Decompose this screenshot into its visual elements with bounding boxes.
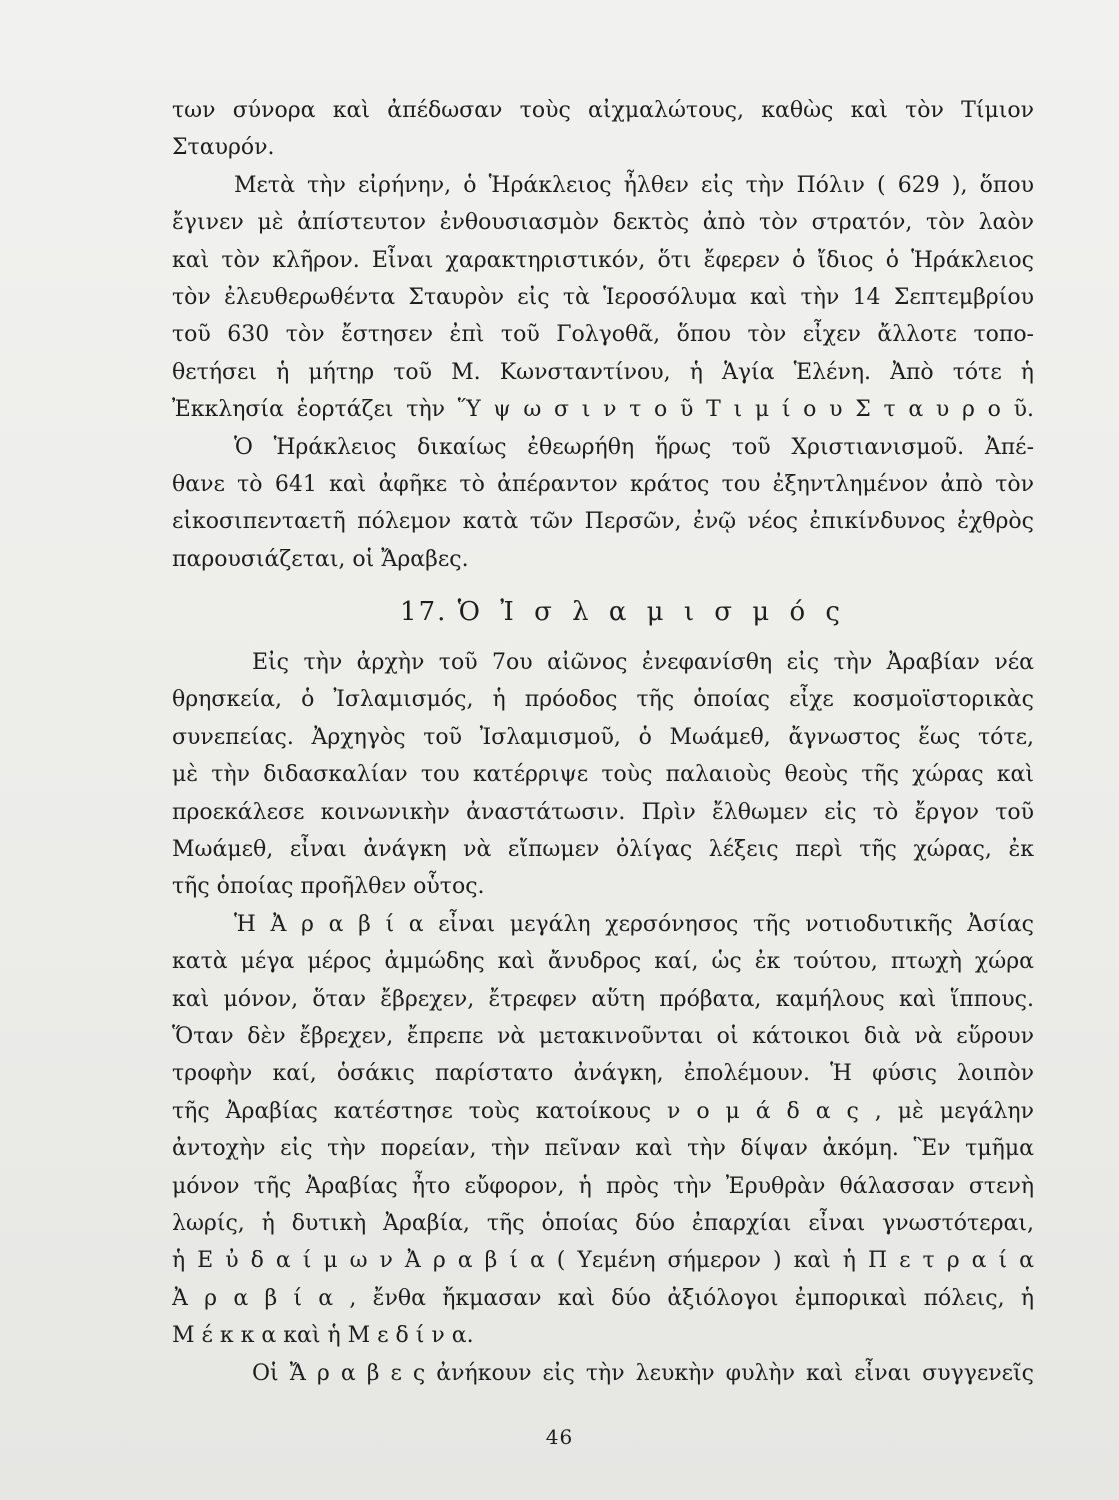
paragraph: [172, 1355, 1034, 1392]
text-line: Μ έ κ κ α καὶ ἡ Μ ε δ ί ν α.: [172, 1323, 474, 1349]
paragraph: [172, 92, 1034, 167]
text-line: εἰκοσιπενταετῆ πόλεμον κατὰ τῶν Περσῶν, ἐνῷ νέος ἐπικίνδυνος ἐχθρὸς: [172, 509, 1034, 535]
text-line: συνεπείας. Ἀρχηγὸς τοῦ Ἰσλαμισμοῦ, ὁ Μωάμεθ, ἄγνωστος ἕως τότε,: [172, 724, 1034, 750]
section-number: 17.: [400, 597, 448, 628]
section-title: Ὁ Ἰ σ λ α μ ι σ μ ό ς: [457, 597, 846, 628]
text-line: ἔγινεν μὲ ἀπίστευτον ἐνθουσιασμὸν δεκτὸς ἀπὸ τὸν στρατόν, τὸν λαὸν: [172, 210, 1034, 236]
text-line: ἀντοχὴν εἰς τὴν πορείαν, τὴν πεῖναν καὶ τὴν δίψαν ἀκόμη. Ἓν τμῆμα: [172, 1136, 1034, 1162]
text-line: Ἡ Ἀ ρ α β ί α εἶναι μεγάλη χερσόνησος τῆς νοτιοδυτικῆς Ἀσίας: [234, 911, 1034, 937]
text-line: Μετὰ τὴν εἰρήνην, ὁ Ἡράκλειος ἦλθεν εἰς τὴν Πόλιν ( 629 ), ὅπου: [234, 172, 1034, 198]
text-line: μόνον τῆς Ἀραβίας ἦτο εὔφορον, ἡ πρὸς τὴν Ἐρυθρὰν θάλασσαν στενὴ: [172, 1173, 1034, 1199]
text-line: Ἀ ρ α β ί α , ἔνθα ἤκμασαν καὶ δύο ἀξιόλογοι ἐμπορικαὶ πόλεις, ἡ: [172, 1285, 1034, 1311]
page-number: 46: [545, 1425, 574, 1449]
section-heading: [172, 590, 1034, 634]
text-line: προεκάλεσε κοινωνικὴν ἀναστάτωσιν. Πρὶν ἔλθωμεν εἰς τὸ ἔργον τοῦ: [172, 799, 1034, 825]
paragraph: [172, 906, 1034, 1355]
text-line: τροφὴν καί, ὁσάκις παρίστατο ἀνάγκη, ἐπολέμουν. Ἡ φύσις λοιπὸν: [172, 1061, 1034, 1087]
text-line: Ὁ Ἡράκλειος δικαίως ἐθεωρήθη ἥρως τοῦ Χριστιανισμοῦ. Ἀπέ-: [234, 434, 1034, 460]
text-line: Εἰς τὴν ἀρχὴν τοῦ 7ου αἰῶνος ἐνεφανίσθη εἰς τὴν Ἀραβίαν νέα: [252, 650, 1034, 676]
text-line: τοῦ 630 τὸν ἔστησεν ἐπὶ τοῦ Γολγοθᾶ, ὅπου τὸν εἶχεν ἄλλοτε τοπο-: [172, 322, 1034, 348]
text-line: τῆς Ἀραβίας κατέστησε τοὺς κατοίκους ν ο μ ά δ α ς , μὲ μεγάλην: [172, 1098, 1034, 1124]
text-line: θετήσει ἡ μήτηρ τοῦ Μ. Κωνσταντίνου, ἡ Ἁγία Ἑλένη. Ἀπὸ τότε ἡ: [172, 359, 1034, 385]
text-line: ἡ Ε ὐ δ α ί μ ω ν Ἀ ρ α β ί α ( Υεμένη σήμερον ) καὶ ἡ Π ε τ ρ α ί α: [172, 1248, 1034, 1274]
paragraph: [172, 644, 1034, 906]
text-line: καὶ τὸν κλῆρον. Εἶναι χαρακτηριστικόν, ὅτι ἔφερεν ὁ ἴδιος ὁ Ἡράκλειος: [172, 247, 1034, 273]
paragraph: [172, 167, 1034, 429]
text-line: παρουσιάζεται, οἱ Ἄραβες.: [172, 546, 469, 572]
text-line: Οἱ Ἄ ρ α β ε ς ἀνήκουν εἰς τὴν λευκὴν φυλὴν καὶ εἶναι συγγενεῖς: [252, 1360, 1034, 1386]
text-line: κατὰ μέγα μέρος ἀμμώδης καὶ ἄνυδρος καί, ὡς ἐκ τούτου, πτωχὴ χώρα: [172, 949, 1034, 975]
text-line: λωρίς, ἡ δυτικὴ Ἀραβία, τῆς ὁποίας δύο ἐπαρχίαι εἶναι γνωστότεραι,: [172, 1210, 1034, 1236]
page-text: [172, 92, 1034, 1392]
text-line: Ἐκκλησία ἑορτάζει τὴν Ὕ ψ ω σ ι ν τ ο ῦ Τ ι μ ί ο υ Σ τ α υ ρ ο ῦ.: [172, 397, 1034, 423]
text-line: Μωάμεθ, εἶναι ἀνάγκη νὰ εἴπωμεν ὀλίγας λέξεις περὶ τῆς χώρας, ἐκ: [172, 837, 1034, 863]
text-line: των σύνορα καὶ ἀπέδωσαν τοὺς αἰχμαλώτους, καθὼς καὶ τὸν Τίμιον: [172, 98, 1034, 123]
text-line: θρησκεία, ὁ Ἰσλαμισμός, ἡ πρόοδος τῆς ὁποίας εἶχε κοσμοϊστορικὰς: [172, 687, 1034, 713]
text-line: τῆς ὁποίας προῆλθεν οὗτος.: [172, 874, 485, 900]
text-line: Σταυρόν.: [172, 135, 275, 161]
text-line: τὸν ἐλευθερωθέντα Σταυρὸν εἰς τὰ Ἱεροσόλυμα καὶ τὴν 14 Σεπτεμβρίου: [172, 284, 1034, 310]
text-line: Ὅταν δὲν ἔβρεχεν, ἔπρεπε νὰ μετακινοῦνται οἱ κάτοικοι διὰ νὰ εὕρουν: [172, 1023, 1034, 1049]
paragraph: [172, 429, 1034, 579]
text-line: μὲ τὴν διδασκαλίαν του κατέρριψε τοὺς παλαιοὺς θεοὺς τῆς χώρας καὶ: [172, 762, 1034, 788]
text-line: θανε τὸ 641 καὶ ἀφῆκε τὸ ἀπέραντον κράτος του ἐξηντλημένον ἀπὸ τὸν: [172, 471, 1034, 497]
text-line: καὶ μόνον, ὅταν ἔβρεχεν, ἔτρεφεν αὕτη πρόβατα, καμήλους καὶ ἵππους.: [172, 986, 1034, 1012]
